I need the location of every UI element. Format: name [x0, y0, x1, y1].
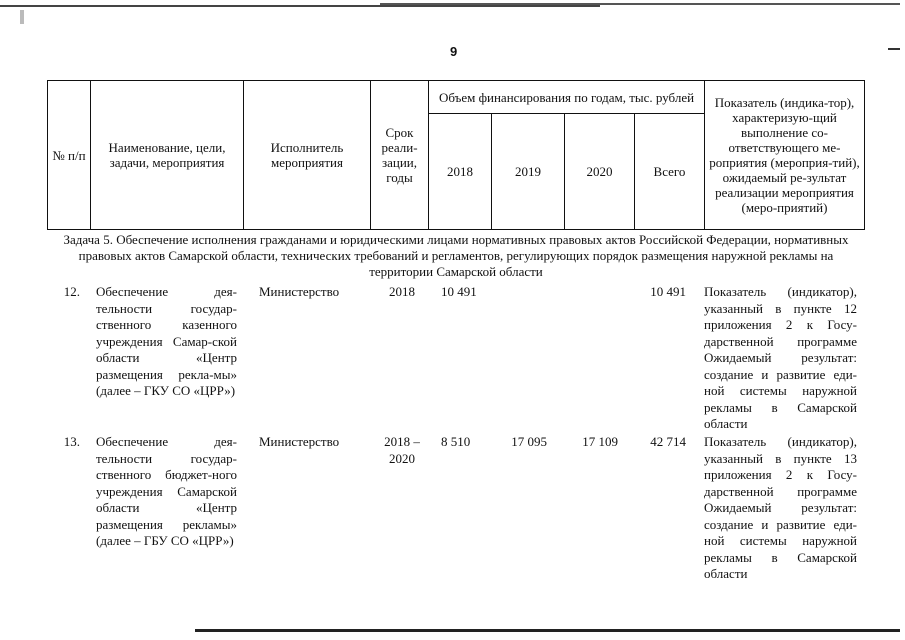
row-13-2018: 8 510 — [441, 434, 471, 449]
header-term: Срок реали-зации, годы — [371, 81, 429, 230]
row-12-total: 10 491 — [650, 284, 686, 299]
row-12-2018: 10 491 — [441, 284, 477, 299]
row-12-term: 2018 — [389, 284, 415, 299]
header-year-2019: 2019 — [492, 114, 565, 230]
row-13-executor: Министерство — [259, 434, 340, 449]
header-funding: Объем финансирования по годам, тыс. рублей — [429, 81, 705, 114]
row-13-2019: 17 095 — [511, 434, 547, 449]
row-13-name: Обеспечение дея-тельности государ-ственного бюджет-ного учреждения Самарской области «Центр размещения рекламы» (далее – ГБУ СО «ЦРР») — [96, 434, 237, 548]
header-name: Наименование, цели, задачи, мероприятия — [91, 81, 244, 230]
page-number: 9 — [450, 44, 458, 59]
scan-mark — [20, 10, 24, 24]
row-13-num: 13. — [63, 434, 80, 449]
task-heading: Задача 5. Обеспечение исполнения гражданами и юридическими лицами нормативных правовых актов Российской Федерации, нормативных правовых актов Самарской области, технических требований и регламентов, регулирующих порядок размещения наружной рекламы на территории Самарской области — [63, 232, 849, 279]
row-13-2020: 17 109 — [582, 434, 618, 449]
row-13-term: 2018 – 2020 — [384, 434, 420, 466]
row-12-name: Обеспечение дея-тельности государ-ственного казенного учреждения Самар-ской области «Центр размещения рекла-мы» (далее – ГКУ СО «ЦРР») — [96, 284, 237, 398]
header-executor: Исполнитель мероприятия — [244, 81, 371, 230]
scan-side-mark — [888, 48, 900, 50]
header-indicator: Показатель (индика-тор), характеризую-щий выполнение со-ответствующего ме-роприятия (мероприя-тий), ожидаемый ре-зультат реализации мероприятия (меро-приятий) — [705, 81, 865, 230]
header-total: Всего — [635, 114, 705, 230]
header-year-2020: 2020 — [565, 114, 635, 230]
row-13-indicator: Показатель (индикатор), указанный в пункте 13 приложения 2 к Госу-дарственной программе Ожидаемый результат: создание и развитие еди-ной системы наружной рекламы в Самарской области — [704, 434, 857, 581]
scan-top-edge — [0, 5, 600, 7]
header-year-2018: 2018 — [429, 114, 492, 230]
row-12-indicator: Показатель (индикатор), указанный в пункте 12 приложения 2 к Госу-дарственной программе Ожидаемый результат: создание и развитие еди-ной системы наружной рекламы в Самарской области — [704, 284, 857, 431]
row-13-total: 42 714 — [650, 434, 686, 449]
table-header — [47, 80, 865, 230]
scan-top-edge-2 — [380, 3, 900, 5]
header-num: № п/п — [48, 81, 91, 230]
scan-bottom-edge — [195, 629, 900, 632]
row-12-num: 12. — [63, 284, 80, 299]
row-12-executor: Министерство — [259, 284, 340, 299]
